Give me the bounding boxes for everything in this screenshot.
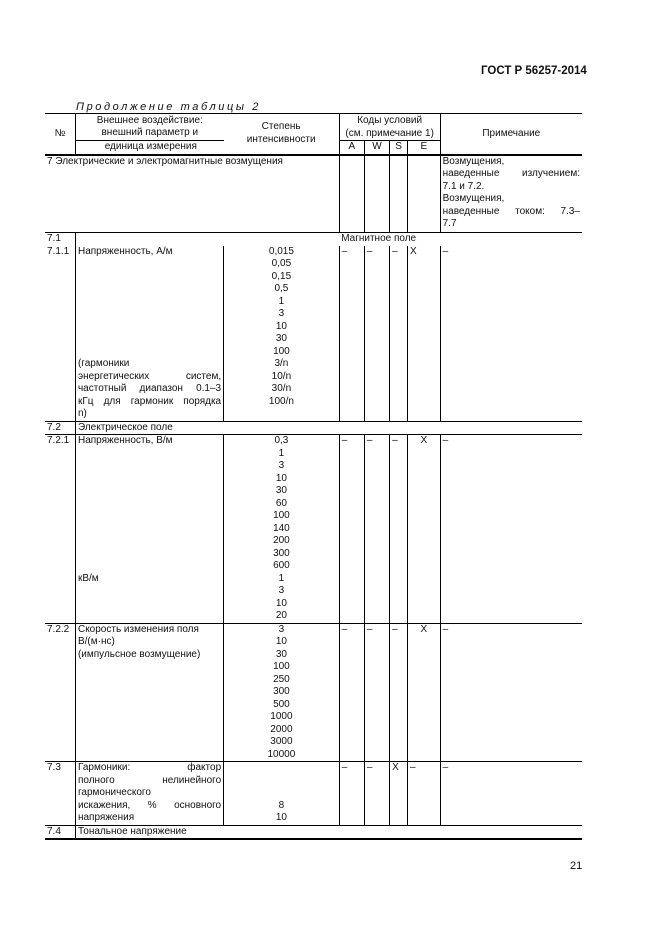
code-s: – [390, 435, 408, 624]
values-cell: 8 10 [224, 762, 340, 826]
col-header-note: Примечание [440, 114, 582, 155]
values-cell: 0,015 0,05 0,15 0,5 1 3 10 30 100 3/n 10/n 30/n 100/n [224, 246, 340, 422]
row-num: 7.1.1 [45, 246, 75, 422]
code-a: – [339, 623, 364, 762]
row-num: 7.4 [45, 825, 75, 839]
page-number: 21 [570, 860, 583, 872]
code-w: – [364, 623, 389, 762]
code-e: X [408, 246, 441, 422]
col-header-impact: Внешнее воздействие: внешний параметр и единица измерения [75, 114, 223, 155]
values-cell: 3 10 30 100 250 300 500 1000 2000 3000 10000 [224, 623, 340, 762]
row-note: – [442, 245, 449, 257]
code-s: X [390, 762, 408, 826]
standard-number: ГОСТ Р 56257-2014 [481, 65, 587, 77]
row-num: 7.3 [45, 762, 75, 826]
row-num: 7.1 [45, 233, 75, 246]
row-note: – [440, 623, 582, 762]
row-note: – [440, 762, 582, 826]
row-num: 7.2.1 [45, 435, 75, 624]
code-s: – [390, 623, 408, 762]
code-letter-e: E [408, 141, 441, 155]
requirements-table [45, 113, 582, 840]
code-e: X [408, 435, 441, 624]
code-e: X [408, 623, 441, 762]
code-w: – [364, 762, 389, 826]
code-w: – [364, 246, 389, 422]
code-letter-s: S [390, 141, 408, 155]
row-title-electric-field: Электрическое поле [75, 421, 582, 435]
col-header-degree: Степень интенсивности [224, 114, 340, 155]
row-title-tonal-voltage: Тональное напряжение [75, 825, 582, 839]
section-7-note: Возмущения, наведенные излучением: 7.1 и 7.2. Возмущения, наведенные током: 7.3– 7.7 [440, 155, 582, 233]
row-title-magnetic-field: Магнитное поле [339, 233, 582, 246]
code-a: – [339, 246, 364, 422]
values-cell: 0,3 1 3 10 30 60 100 140 200 300 600 1 3 10 20 [224, 435, 340, 624]
section-7-title: 7 Электрические и электромагнитные возмущения [45, 155, 339, 233]
row-note: – [440, 435, 582, 624]
code-e: – [408, 762, 441, 826]
code-a: – [339, 762, 364, 826]
code-letter-w: W [364, 141, 389, 155]
table-continuation-caption: Продолжение таблицы 2 [76, 101, 261, 113]
row-num: 7.2 [45, 421, 75, 435]
param-cell: Напряженность, В/м кВ/м [75, 435, 223, 624]
param-cell: Скорость изменения поля В/(м·нс) (импульсное возмущение) [75, 623, 223, 762]
code-letter-a: A [339, 141, 364, 155]
col-header-codes: Коды условий (см. примечание 1) [339, 114, 440, 141]
param-cell: Гармоники: фактор полного нелинейного гармонического искажения, % основного напряжения [75, 762, 223, 826]
row-num: 7.2.2 [45, 623, 75, 762]
code-a: – [339, 435, 364, 624]
code-s: – [390, 246, 408, 422]
col-header-num: № [45, 114, 75, 155]
param-cell: Напряженность, А/м (гармоники энергетических систем, частотный диапазон 0.1–3 кГц для гармоник порядка n) [75, 246, 223, 422]
code-w: – [364, 435, 389, 624]
